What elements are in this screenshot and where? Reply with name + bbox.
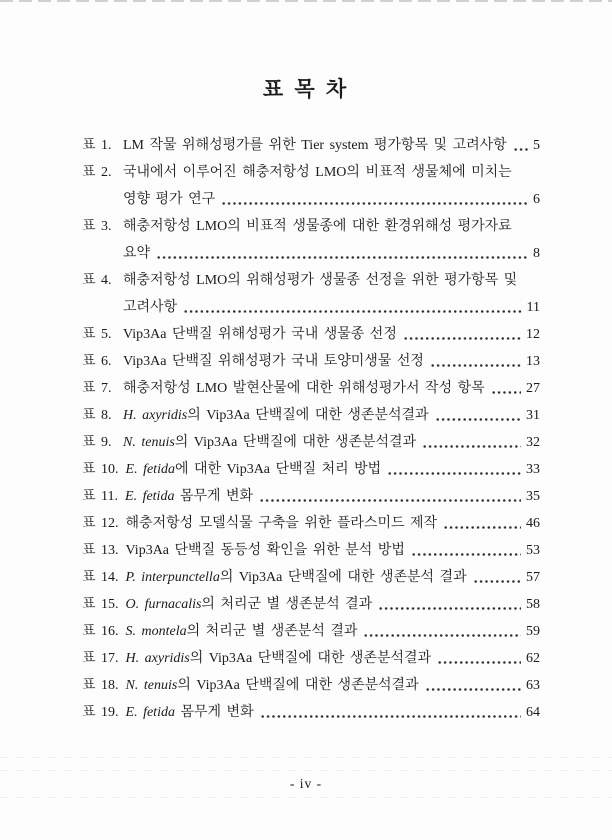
toc-entry-line [126,591,540,618]
toc-entry-text: 의 Vip3Aa 단백질에 대한 생존분석결과 [189,651,432,666]
dot-leader [422,445,521,448]
toc-entry-line [123,240,540,267]
toc-entry-text: 의 처리군 별 생존분석 결과 [201,597,373,612]
toc-entry-page-number: 5 [533,138,540,153]
toc-entry-line [125,483,540,510]
toc-entry-text: 영향 평가 연구 [123,192,216,207]
toc-entry [82,564,540,591]
toc-entry-label: 표 11. [82,489,119,504]
toc-entry-line [126,456,540,483]
toc-entry-page-number: 62 [526,651,540,666]
toc-entry-line [123,267,540,294]
toc-entry-text: 고려사항 [123,300,178,315]
dot-leader [403,337,521,340]
toc-entry-body [123,348,540,375]
dot-leader [156,256,528,259]
toc-entry [82,483,540,510]
toc-entry-label: 표 19. [82,705,119,720]
toc-entry-label: 표 12. [82,516,119,531]
toc-entry [82,591,540,618]
toc-entry-line [126,618,540,645]
dot-leader [363,634,521,637]
scan-artifact-line [0,757,612,758]
toc-entry-text: 에 대한 Vip3Aa 단백질 처리 방법 [174,462,382,477]
dot-leader [221,202,528,205]
toc-entry-body [126,510,540,537]
toc-entry [82,159,540,213]
toc-entry-line [123,375,540,402]
dot-leader [491,391,521,394]
toc-entry-page-number: 35 [526,489,540,504]
toc-entry-page-number: 33 [526,462,540,477]
toc-entry-text: Vip3Aa 단백질 위해성평가 국내 토양미생물 선정 [123,354,424,369]
dot-leader [260,715,521,718]
dot-leader [437,661,521,664]
toc-entry-body [125,483,540,510]
toc-entry-body [126,537,540,564]
toc-entry [82,699,540,726]
species-name-italic: N. tenuis [123,435,175,450]
species-name-italic: E. fetida [125,462,175,477]
toc-entry [82,537,540,564]
dot-leader [183,310,521,313]
toc-entry-text: 몸무게 변화 [174,705,254,720]
toc-entry-body [123,267,540,321]
toc-entry [82,267,540,321]
toc-entry [82,213,540,267]
toc-entry-label: 표 4. [82,273,112,288]
toc-entry-text: 해충저항성 모델식물 구축을 위한 플라스미드 제작 [125,516,438,531]
toc-entry-page-number: 53 [526,543,540,558]
toc-entry-body [126,618,540,645]
toc-entry-text: 의 처리군 별 생존분석 결과 [186,624,358,639]
dot-leader [411,553,521,556]
toc-entry-body [126,672,540,699]
toc-entry-body [126,645,540,672]
species-name-italic: H. axyridis [125,651,190,666]
toc-entry-label: 표 13. [82,543,119,558]
species-name-italic: O. furnacalis [125,597,202,612]
toc-entry-body [126,564,540,591]
toc-entry [82,375,540,402]
toc-entry-label: 표 8. [82,408,112,423]
toc-entry-page-number: 32 [526,435,540,450]
toc-entry-label: 표 7. [82,381,112,396]
toc-entry-page-number: 31 [526,408,540,423]
toc-entry-label: 표 17. [82,651,119,666]
toc-entry-line [126,537,540,564]
toc-entry-body [123,132,540,159]
toc-entry-page-number: 11 [526,300,540,315]
toc-entry-page-number: 27 [526,381,540,396]
toc-entry-text: 해충저항성 LMO 발현산물에 대한 위해성평가서 작성 항목 [123,381,485,396]
toc-entry-line [126,564,540,591]
toc-entry-label: 표 14. [82,570,119,585]
toc-entry-line [123,213,540,240]
dot-leader [259,499,521,502]
toc-entry-text: Vip3Aa 단백질 위해성평가 국내 생물종 선정 [123,327,397,342]
toc-entry-label: 표 9. [82,435,112,450]
toc-entry-line [123,186,540,213]
species-name-italic: N. tenuis [125,678,178,693]
toc-entry-text: 의 Vip3Aa 단백질에 대한 생존분석 결과 [219,570,467,585]
toc-entry [82,456,540,483]
toc-entry-label: 표 3. [82,219,112,234]
dot-leader [513,148,528,151]
species-name-italic: S. montela [125,624,187,639]
toc-entry-line [123,132,540,159]
toc-entry-body [123,402,540,429]
toc-entry-label: 표 2. [82,165,112,180]
toc-entry [82,645,540,672]
toc-entry [82,429,540,456]
toc-entry-page-number: 58 [526,597,540,612]
toc-entry [82,672,540,699]
toc-entry-text: 요약 [123,246,151,261]
toc-entry-label: 표 10. [82,462,119,477]
toc-entry-body [123,429,540,456]
page-title: 표 목 차 [262,77,350,101]
toc-entry-page-number: 63 [526,678,540,693]
toc-entry-label: 표 16. [82,624,119,639]
toc-entry-body [123,321,540,348]
toc-entry-page-number: 12 [526,327,540,342]
toc-entry-label: 표 15. [82,597,119,612]
species-name-italic: E. fetida [125,705,175,720]
table-of-contents [82,132,540,726]
toc-entry-text: 해충저항성 LMO의 위해성평가 생물종 선정을 위한 평가항목 및 [123,273,518,288]
toc-entry-line [123,348,540,375]
toc-entry-page-number: 46 [526,516,540,531]
toc-entry-text: Vip3Aa 단백질 동등성 확인을 위한 분석 방법 [125,543,405,558]
species-name-italic: H. axyridis [123,408,188,423]
dot-leader [443,526,521,529]
toc-entry [82,321,540,348]
dot-leader [473,580,521,583]
toc-entry [82,348,540,375]
toc-entry-body [126,591,540,618]
toc-entry-page-number: 6 [533,192,540,207]
dot-leader [387,472,521,475]
dot-leader [425,688,521,691]
toc-entry-text: 국내에서 이루어진 해충저항성 LMO의 비표적 생물체에 미치는 [123,165,512,180]
toc-entry-body [123,159,540,213]
toc-entry [82,132,540,159]
toc-entry-text: 의 Vip3Aa 단백질에 대한 생존분석결과 [174,435,417,450]
toc-entry-text: 해충저항성 LMO의 비표적 생물종에 대한 환경위해성 평가자료 [123,219,512,234]
dot-leader [378,607,521,610]
toc-entry-line [123,429,540,456]
toc-entry-line [123,402,540,429]
toc-entry-line [126,672,540,699]
toc-entry-label: 표 6. [82,354,112,369]
toc-entry-line [126,699,540,726]
toc-entry-page-number: 57 [526,570,540,585]
toc-entry-page-number: 59 [526,624,540,639]
dot-leader [435,418,521,421]
toc-entry-label: 표 5. [82,327,112,342]
toc-entry-line [123,294,540,321]
toc-entry-body [123,213,540,267]
toc-entry-line [126,510,540,537]
toc-entry-page-number: 13 [526,354,540,369]
dot-leader [430,364,521,367]
species-name-italic: P. interpunctella [125,570,220,585]
toc-entry [82,618,540,645]
toc-entry-text: 의 Vip3Aa 단백질에 대한 생존분석결과 [187,408,429,423]
toc-entry-body [123,375,540,402]
toc-entry-body [126,456,540,483]
scan-artifact-line [0,797,612,798]
toc-entry-text: LM 작물 위해성평가를 위한 Tier system 평가항목 및 고려사항 [123,138,507,153]
toc-entry-label: 표 1. [82,138,112,153]
toc-entry [82,402,540,429]
toc-entry-text: 의 Vip3Aa 단백질에 대한 생존분석결과 [177,678,419,693]
scan-artifact-line [0,770,612,771]
toc-entry-line [126,645,540,672]
toc-entry-label: 표 18. [82,678,119,693]
toc-entry-body [126,699,540,726]
toc-entry-line [123,159,540,186]
species-name-italic: E. fetida [125,489,175,504]
toc-entry-page-number: 64 [526,705,540,720]
scan-artifact-top-line [0,0,612,2]
toc-entry-text: 몸무게 변화 [174,489,254,504]
toc-entry-line [123,321,540,348]
page-number-footer: - iv - [289,776,323,791]
toc-entry-page-number: 8 [533,246,540,261]
toc-entry [82,510,540,537]
